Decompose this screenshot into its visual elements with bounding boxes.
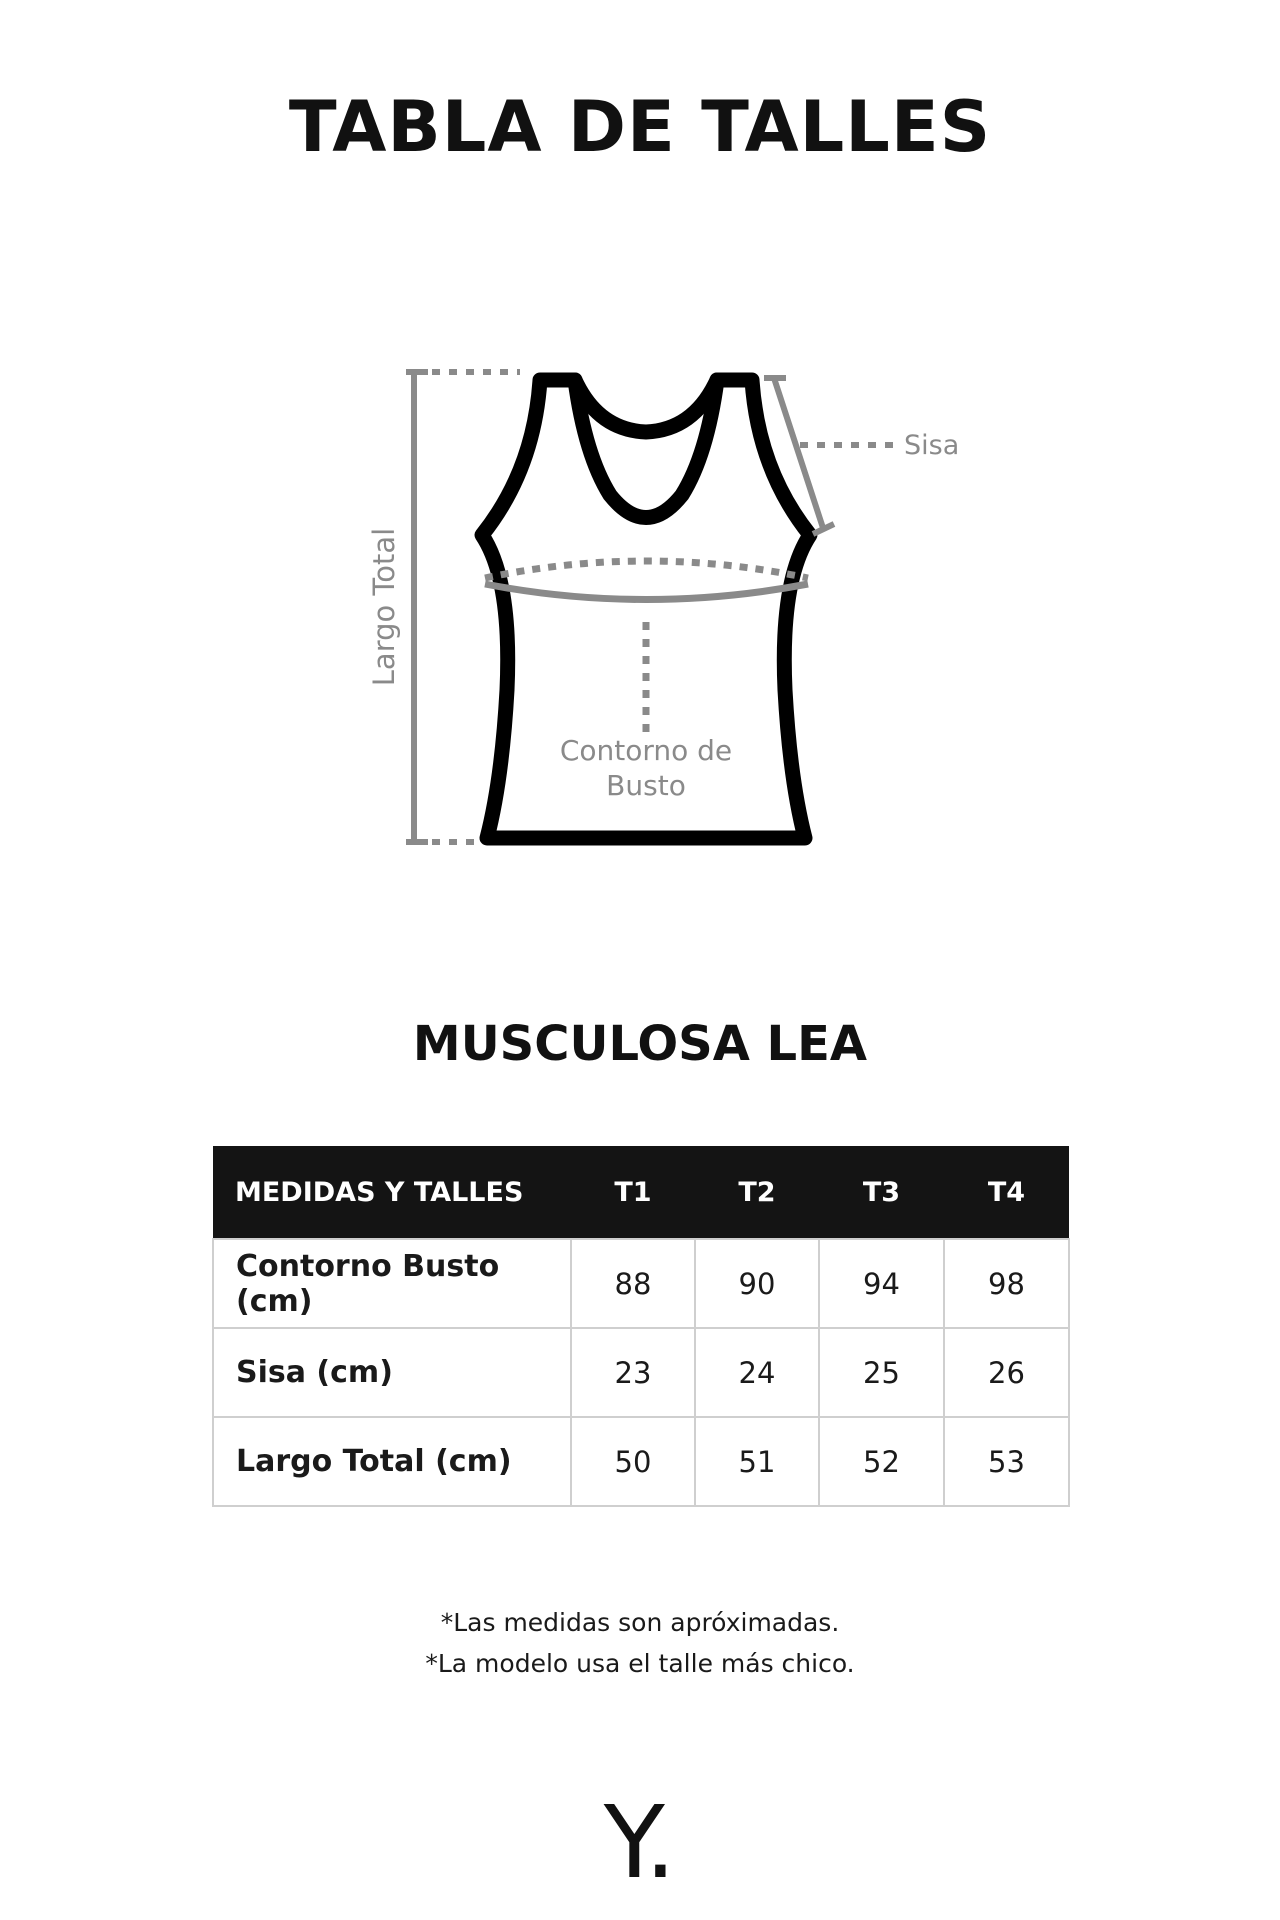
length-label: Largo Total: [367, 527, 401, 687]
table-row: [213, 1417, 1069, 1506]
table-cell: 98: [944, 1239, 1069, 1328]
table-cell: 88: [571, 1239, 695, 1328]
table-cell: 53: [944, 1417, 1069, 1506]
table-row: [213, 1328, 1069, 1417]
header-size-t1: T1: [571, 1146, 695, 1239]
table-cell: 50: [571, 1417, 695, 1506]
header-size-t2: T2: [695, 1146, 819, 1239]
footnote-approximate: *Las medidas son apróximadas.: [440, 1608, 840, 1637]
header-label: MEDIDAS Y TALLES: [213, 1146, 571, 1239]
table-cell: 94: [819, 1239, 944, 1328]
table-cell: 26: [944, 1328, 1069, 1417]
brand-logo: Y.: [603, 1784, 677, 1901]
bust-label-line2: Busto: [606, 769, 686, 802]
table-cell: 51: [695, 1417, 819, 1506]
size-table-header: [213, 1146, 1069, 1239]
header-size-t4: T4: [944, 1146, 1069, 1239]
size-table: [212, 1146, 1070, 1507]
product-title: MUSCULOSA LEA: [412, 1016, 868, 1072]
table-row: [213, 1239, 1069, 1328]
footnote-model-size: *La modelo usa el talle más chico.: [425, 1649, 855, 1678]
bust-label-line1: Contorno de: [559, 734, 733, 767]
row-label: Sisa (cm): [213, 1328, 571, 1417]
footnotes: [0, 1602, 1280, 1684]
table-cell: 90: [695, 1239, 819, 1328]
page-title: TABLA DE TALLES: [288, 86, 992, 168]
table-cell: 24: [695, 1328, 819, 1417]
row-label: Largo Total (cm): [213, 1417, 571, 1506]
row-label: Contorno Busto (cm): [213, 1239, 571, 1328]
table-cell: 52: [819, 1417, 944, 1506]
table-cell: 23: [571, 1328, 695, 1417]
armhole-label: Sisa: [904, 430, 960, 461]
table-cell: 25: [819, 1328, 944, 1417]
header-size-t3: T3: [819, 1146, 944, 1239]
